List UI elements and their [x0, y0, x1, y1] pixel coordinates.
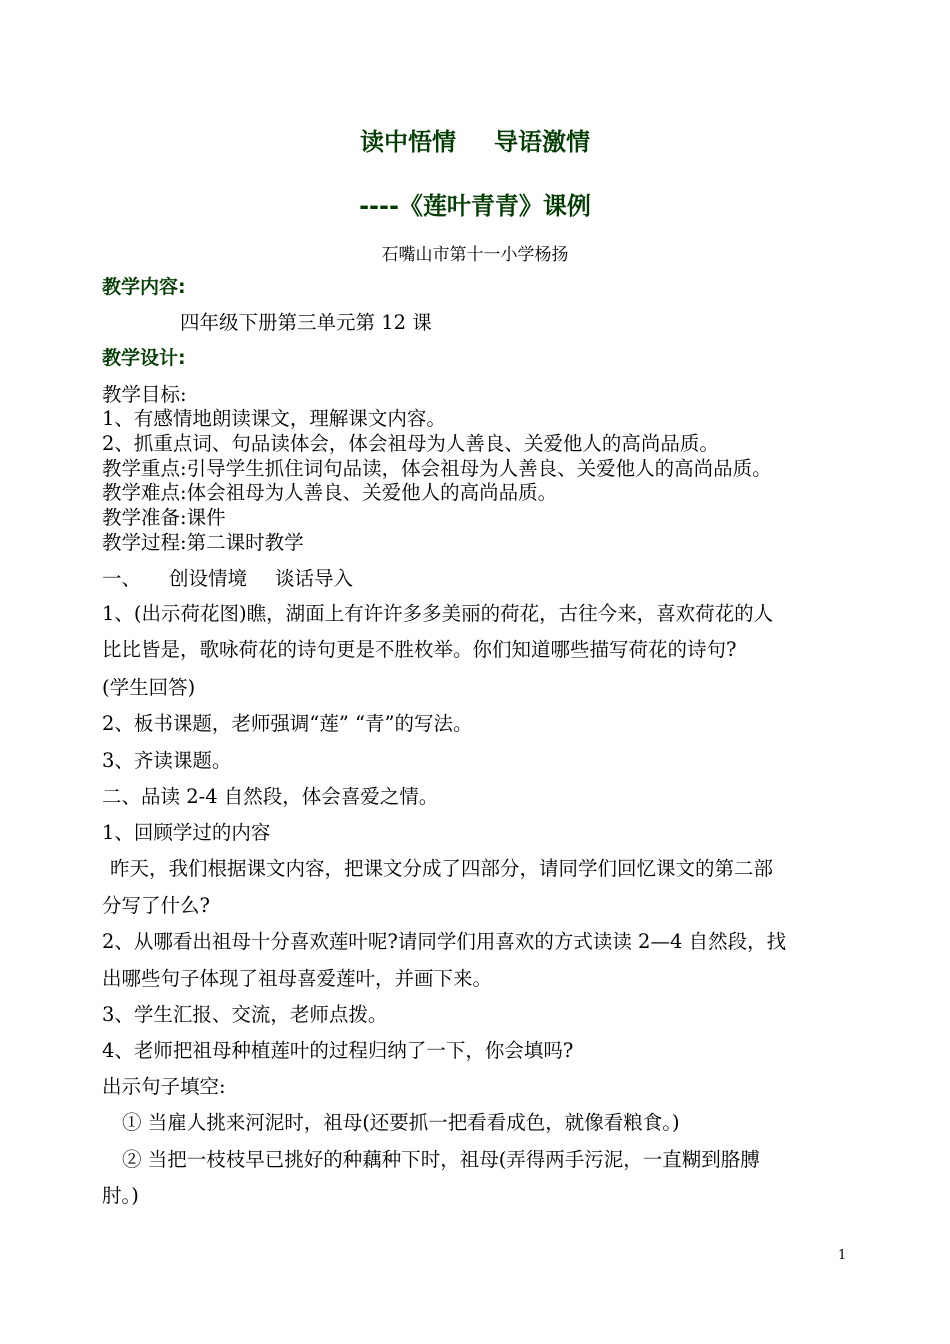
page-number: 1	[838, 1248, 847, 1263]
fill-in-item-1: ① 当雇人挑来河泥时，祖母(还要抓一把看看成色，就像看粮食。)	[122, 1111, 680, 1134]
paragraph-1-line-1: 1、(出示荷花图)瞧，湖面上有许许多多美丽的荷花，古往今来，喜欢荷花的人	[102, 602, 774, 625]
section-2-item-2-line-a: 2、从哪看出祖母十分喜欢莲叶呢?请同学们用喜欢的方式读读 2—4 自然段，找	[102, 930, 787, 953]
fill-in-item-2-line-a: ② 当把一枝枝早已挑好的种藕种下时，祖母(弄得两手污泥，一直糊到胳膊	[122, 1148, 760, 1171]
section-2-item-2-line-b: 出哪些句子体现了祖母喜爱莲叶，并画下来。	[102, 967, 493, 990]
section-2-item-1-line-b: 分写了什么?	[102, 894, 210, 917]
goal-1: 1、有感情地朗读课文，理解课文内容。	[102, 407, 446, 430]
difficulty: 教学难点:体会祖母为人善良、关爱他人的高尚品质。	[102, 481, 558, 504]
author-line: 石嘴山市第十一小学杨扬	[381, 245, 569, 265]
content-heading: 教学内容:	[102, 276, 186, 298]
process: 教学过程:第二课时教学	[102, 531, 304, 554]
key-point: 教学重点:引导学生抓住词句品读，体会祖母为人善良、关爱他人的高尚品质。	[102, 457, 772, 480]
document-subtitle: ----《莲叶青青》课例	[359, 192, 591, 220]
content-text: 四年级下册第三单元第 12 课	[180, 311, 432, 334]
section-2-item-3: 3、学生汇报、交流，老师点拨。	[102, 1003, 388, 1026]
goal-2: 2、抓重点词、句品读体会，体会祖母为人善良、关爱他人的高尚品质。	[102, 432, 719, 455]
title-part2: 导语激情	[494, 128, 590, 156]
goal-label: 教学目标:	[102, 383, 187, 406]
document-title	[0, 122, 950, 157]
section-1-part-a: 创设情境	[169, 567, 248, 590]
paragraph-1-line-3: (学生回答)	[102, 676, 196, 699]
section-1-number: 一、	[102, 567, 142, 590]
title-part1: 读中悟情	[360, 128, 456, 156]
fill-in-item-2-line-b: 肘。)	[102, 1184, 139, 1207]
paragraph-1-line-2: 比比皆是，歌咏荷花的诗句更是不胜枚举。你们知道哪些描写荷花的诗句?	[102, 638, 737, 661]
paragraph-3: 3、齐读课题。	[102, 749, 232, 772]
section-1-part-b: 谈话导入	[275, 567, 354, 590]
preparation: 教学准备:课件	[102, 506, 226, 529]
paragraph-2: 2、板书课题，老师强调“莲” “青”的写法。	[102, 712, 473, 735]
section-2-heading: 二、品读 2-4 自然段，体会喜爱之情。	[102, 785, 439, 808]
section-2-item-4: 4、老师把祖母种植莲叶的过程归纳了一下，你会填吗?	[102, 1039, 574, 1062]
section-2-item-1-line-a: 昨天，我们根据课文内容，把课文分成了四部分，请同学们回忆课文的第二部	[110, 857, 774, 880]
section-2-item-1: 1、回顾学过的内容	[102, 821, 271, 844]
fill-in-heading: 出示句子填空:	[102, 1075, 226, 1098]
design-heading: 教学设计:	[102, 347, 186, 369]
section-1-heading	[102, 568, 353, 590]
